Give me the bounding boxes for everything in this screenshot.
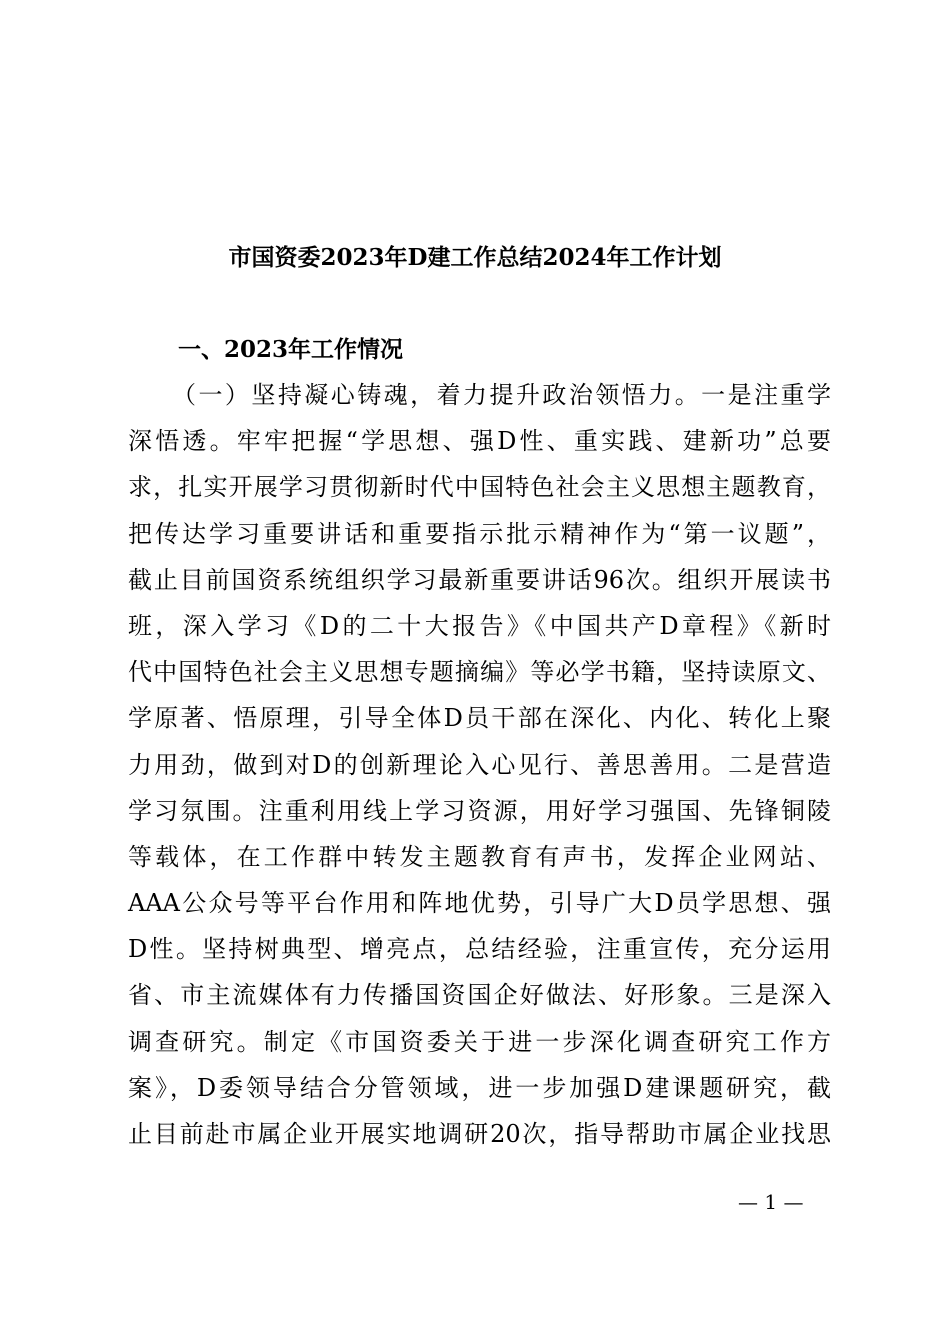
paragraph-line: AAA公众号等平台作用和阵地优势，引导广大D员学思想、强 [128, 889, 831, 918]
paragraph-line: 班，深入学习《D的二十大报告》《中国共产D章程》《新时 [128, 611, 831, 640]
paragraph-line: 省、市主流媒体有力传播国资国企好做法、好形象。三是深入 [128, 981, 831, 1010]
paragraph-line: 学原著、悟原理，引导全体D员干部在深化、内化、转化上聚 [128, 704, 831, 733]
paragraph-line: 案》，D委领导结合分管领域，进一步加强D建课题研究，截 [128, 1073, 831, 1102]
paragraph-line: 代中国特色社会主义思想专题摘编》等必学书籍，坚持读原文、 [128, 658, 831, 687]
page-number: — 1 — [738, 1190, 804, 1214]
paragraph-line: 调查研究。制定《市国资委关于进一步深化调查研究工作方 [128, 1027, 831, 1056]
paragraph-line: 深悟透。牢牢把握“学思想、强D性、重实践、建新功”总要 [128, 427, 831, 456]
paragraph-line: D性。坚持树典型、增亮点，总结经验，注重宣传，充分运用 [128, 935, 831, 964]
paragraph-line: 力用劲，做到对D的创新理论入心见行、善思善用。二是营造 [128, 750, 831, 779]
paragraph-line: 学习氛围。注重利用线上学习资源，用好学习强国、先锋铜陵 [128, 796, 831, 825]
paragraph-line: 止目前赴市属企业开展实地调研20次，指导帮助市属企业找思 [128, 1120, 831, 1148]
body-paragraph [128, 372, 831, 1157]
paragraph-line: 把传达学习重要讲话和重要指示批示精神作为“第一议题”， [128, 519, 831, 548]
paragraph-line: （一）坚持凝心铸魂，着力提升政治领悟力。一是注重学 [172, 381, 831, 409]
paragraph-line: 截止目前国资系统组织学习最新重要讲话96次。组织开展读书 [128, 565, 831, 594]
document-title: 市国资委2023年D建工作总结2024年工作计划 [228, 244, 722, 271]
paragraph-line: 求，扎实开展学习贯彻新时代中国特色社会主义思想主题教育， [128, 473, 831, 502]
paragraph-line: 等载体，在工作群中转发主题教育有声书，发挥企业网站、 [128, 842, 831, 871]
section-heading: 一、2023年工作情况 [178, 336, 404, 363]
